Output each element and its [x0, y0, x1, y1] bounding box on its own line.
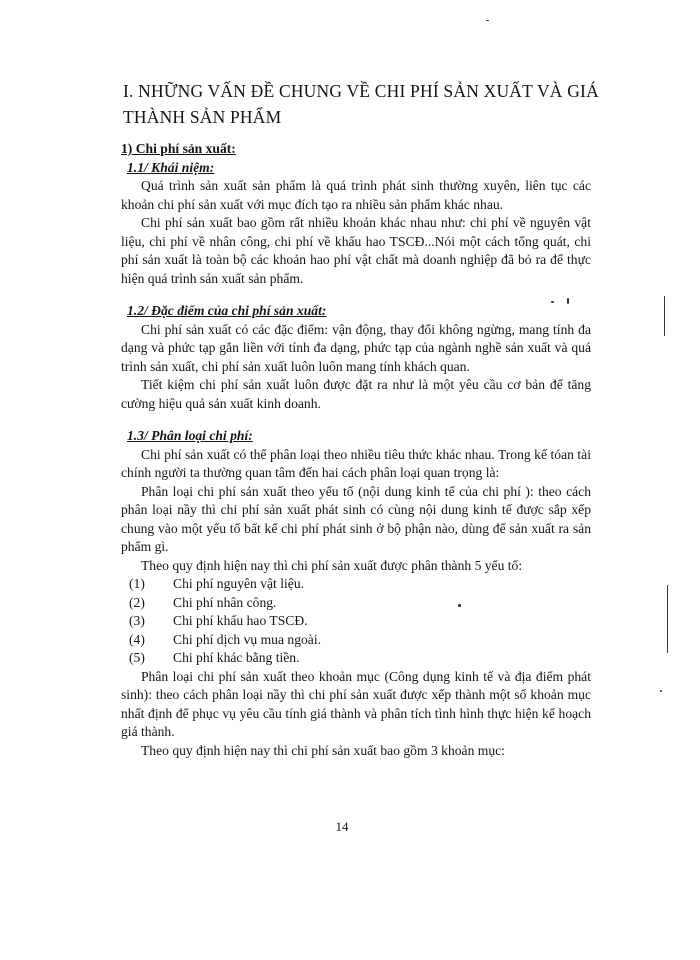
paragraph: Tiết kiệm chi phí sản xuất luôn được đặt ra như là một yêu cầu cơ bản để tăng cường hiệu quả sản xuất kinh doanh. — [121, 377, 591, 411]
cost-elements-list — [121, 575, 591, 668]
page-title: I. NHỮNG VẤN ĐỀ CHUNG VỀ CHI PHÍ SẢN XUẤT VÀ GIÁ THÀNH SẢN PHẨM — [123, 81, 599, 127]
page-number: 14 — [335, 819, 349, 834]
scan-speck — [486, 20, 489, 21]
paragraph: Theo quy định hiện nay thì chi phí sản xuất bao gồm 3 khoản mục: — [141, 742, 505, 758]
list-item — [121, 631, 591, 650]
subsection-heading-1-1: 1.1/ Khái niệm: — [127, 159, 215, 175]
list-item — [121, 649, 591, 668]
scan-speck — [667, 585, 668, 653]
list-item-text: Chi phí khấu hao TSCĐ. — [173, 613, 308, 628]
list-item-number: (2) — [129, 594, 145, 610]
scan-speck — [664, 296, 665, 336]
scan-speck — [660, 690, 662, 692]
paragraph: Quá trình sản xuất sản phẩm là quá trình phát sinh thường xuyên, liên tục các khoản chi phí sản xuất với mục đích tạo ra nhiều sản phẩm khác nhau. — [121, 178, 591, 212]
document-body — [121, 140, 591, 760]
scan-speck — [567, 298, 569, 304]
list-item-text: Chi phí khác bằng tiền. — [173, 650, 300, 665]
list-item-number: (1) — [129, 576, 145, 591]
list-item-number: (5) — [129, 650, 145, 665]
list-item-text: Chi phí nguyên vật liệu. — [173, 576, 305, 591]
list-item — [121, 575, 591, 594]
section-heading-1: 1) Chi phí sản xuất: — [121, 141, 236, 156]
subsection-heading-1-2: 1.2/ Đặc điểm của chi phí sản xuất: — [127, 303, 327, 318]
list-item-number: (4) — [129, 631, 145, 647]
list-item-text: Chi phí nhân công. — [173, 594, 277, 610]
list-item-text: Chi phí dịch vụ mua ngoài. — [173, 631, 322, 647]
list-item — [121, 612, 591, 631]
scan-speck — [458, 604, 461, 607]
paragraph: Chi phí sản xuất bao gồm rất nhiều khoản khác nhau như: chi phí về nguyên vật liệu, chi phí về nhân công, chi phí về khấu hao TSCĐ...Nói một cách tổng quát, chi phí sản xuất là toàn bộ các khoản hao phí vật chất mà doanh nghiệp đã bỏ ra để thực hiện quá trình sản xuất sản phẩm. — [121, 215, 591, 286]
paragraph: Phân loại chi phí sản xuất theo khoản mục (Công dụng kinh tế và địa điểm phát sinh): theo cách phân loại nầy thì chi phí sản xuất được xếp thành một số khoản mục nhất định để phục vụ yêu cầu tính giá thành và phân tích tình hình thực hiện kế hoạch giá thành. — [121, 668, 591, 739]
list-item-number: (3) — [129, 613, 145, 628]
paragraph: Chi phí sản xuất có thể phân loại theo nhiều tiêu thức khác nhau. Trong kế tóan tài chính người ta thường quan tâm đến hai cách phân loại quan trọng là: — [121, 446, 591, 480]
paragraph: Phân loại chi phí sản xuất theo yếu tố (nội dung kinh tế của chi phí ): theo cách phân loại nầy thì chi phí sản xuất phát sinh có cùng nội dung kinh tế được sắp xếp chung vào một yếu tố bất kể chi phí phát sinh ở bộ phận nào, dùng để sản xuất ra sản phẩm gì. — [121, 483, 591, 554]
list-item — [121, 594, 591, 613]
subsection-heading-1-3: 1.3/ Phân loại chi phí: — [127, 428, 253, 443]
scan-speck — [551, 301, 554, 303]
paragraph: Theo quy định hiện nay thì chi phí sản xuất được phân thành 5 yếu tố: — [141, 557, 523, 573]
paragraph: Chi phí sản xuất có các đặc điểm: vận động, thay đổi không ngừng, mang tính đa dạng và phức tạp gắn liền với tính đa dạng, phức tạp của ngành nghề sản xuất và quá trình sản xuất, chi phí sản xuất luôn luôn mang tính khách quan. — [121, 321, 591, 374]
